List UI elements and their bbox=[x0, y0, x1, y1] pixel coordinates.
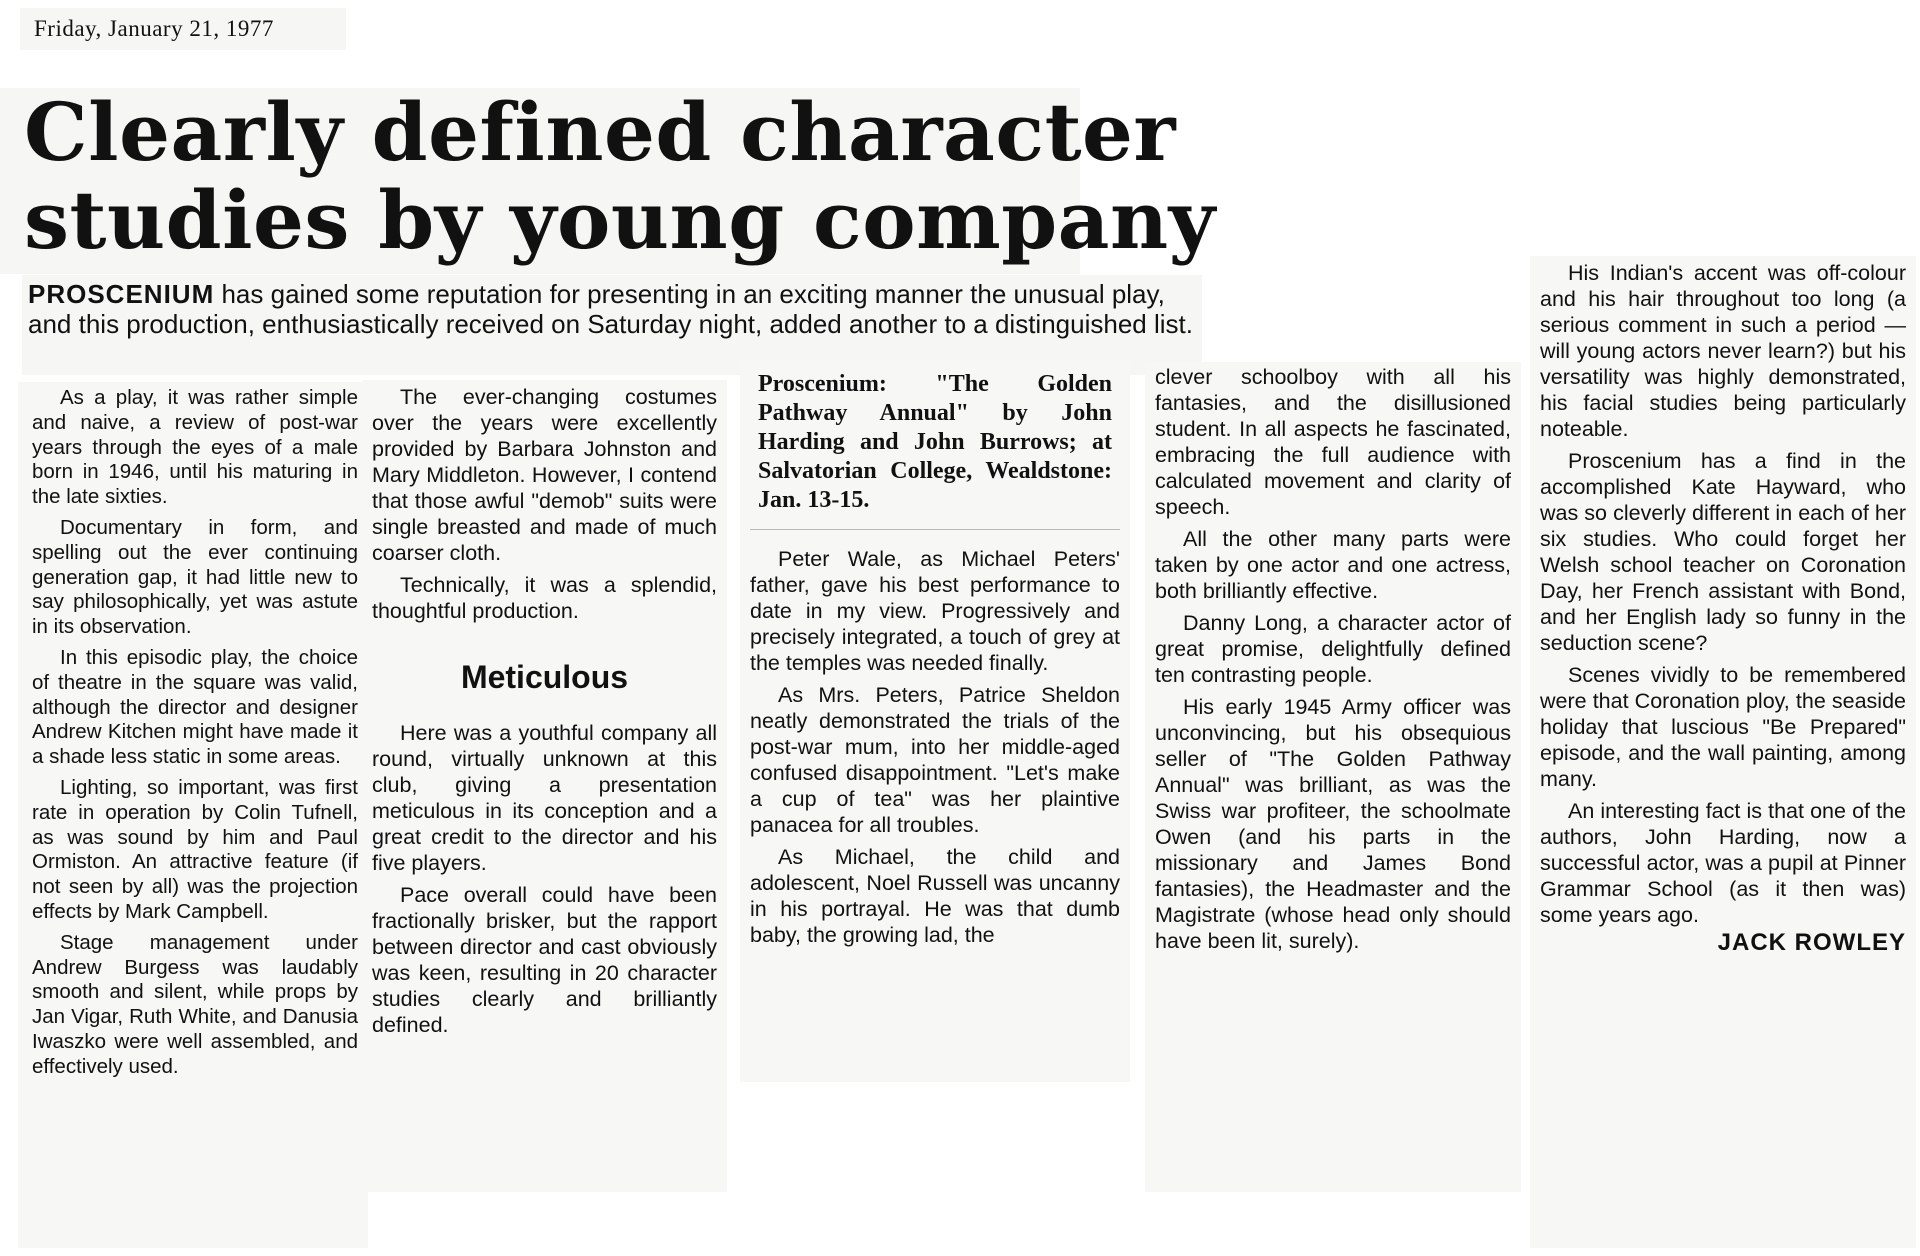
paragraph: Technically, it was a splendid, thoughtful production. bbox=[372, 573, 717, 623]
byline: JACK ROWLEY bbox=[1717, 929, 1906, 956]
intro-text: has gained some reputation for presenting in an exciting manner the unusual play, and this production, enthusiastically received on Saturday night, added another to a distinguished list. bbox=[28, 279, 1193, 339]
production-credit-box: Proscenium: "The Golden Pathway Annual" by John Harding and John Burrows; at Salvatorian College, Wealdstone: Jan. 13-15. bbox=[750, 360, 1120, 530]
column-4 bbox=[1145, 362, 1521, 1192]
column-3 bbox=[740, 360, 1130, 1082]
headline bbox=[0, 85, 1216, 274]
paragraph: Peter Wale, as Michael Peters' father, gave his best performance to date in my view. Progressively and precisely integrated, a touch of grey at the temples was needed finally. bbox=[750, 547, 1120, 675]
paragraph: In this episodic play, the choice of theatre in the square was valid, although the director and designer Andrew Kitchen might have made it a shade less static in some areas. bbox=[32, 645, 358, 769]
paragraph: Lighting, so important, was first rate in operation by Colin Tufnell, as was sound by him and Paul Ormiston. An attractive feature (if not seen by all) was the projection effects by Mark Campbell. bbox=[32, 775, 358, 923]
headline-line-2: studies by young company bbox=[24, 173, 1216, 267]
intro-lead-word: PROSCENIUM bbox=[28, 279, 215, 309]
column-5 bbox=[1530, 256, 1916, 1248]
paragraph: clever schoolboy with all his fantasies, and the disillusioned student. In all aspects he fascinated, embracing the full audience with calculated movement and clarity of speech. bbox=[1155, 365, 1511, 519]
paragraph: The ever-changing costumes over the years were excellently provided by Barbara Johnston and Mary Middleton. However, I contend that those awful "demob" suits were single breasted and made of much coarser cloth. bbox=[372, 385, 717, 565]
column-1 bbox=[18, 382, 368, 1248]
paragraph: Stage management under Andrew Burgess was laudably smooth and silent, while props by Jan Vigar, Ruth White, and Danusia Iwaszko were well assembled, and effectively used. bbox=[32, 930, 358, 1078]
paragraph: Danny Long, a character actor of great promise, delightfully defined ten contrasting people. bbox=[1155, 611, 1511, 687]
paragraph: His Indian's accent was off-colour and his hair throughout too long (a serious comment in such a period — will young actors never learn?) but his versatility was highly demonstrated, his facial studies being particularly noteable. bbox=[1540, 261, 1906, 441]
paragraph: As a play, it was rather simple and naive, a review of post-war years through the eyes of a male born in 1946, until his maturing in the late sixties. bbox=[32, 386, 358, 509]
paragraph: As Michael, the child and adolescent, Noel Russell was uncanny in his portrayal. He was that dumb baby, the growing lad, the bbox=[750, 845, 1120, 947]
paragraph: Here was a youthful company all round, virtually unknown at this club, giving a presentation meticulous in its conception and a great credit to the director and his five players. bbox=[372, 721, 717, 875]
paragraph: Proscenium has a find in the accomplished Kate Hayward, who was so cleverly different in each of her six studies. Who could forget her Welsh school teacher on Coronation Day, her French assistant with Bond, and her English lady so funny in the seduction scene? bbox=[1540, 449, 1906, 655]
paragraph: All the other many parts were taken by one actor and one actress, both brilliantly effective. bbox=[1155, 527, 1511, 603]
paragraph: As Mrs. Peters, Patrice Sheldon neatly demonstrated the trials of the post-war mum, into her middle-aged confused disappointment. "Let's make a cup of tea" was her plaintive panacea for all troubles. bbox=[750, 683, 1120, 837]
dateline: Friday, January 21, 1977 bbox=[20, 8, 346, 50]
paragraph: An interesting fact is that one of the authors, John Harding, now a successful actor, was a pupil at Pinner Grammar School (as it then was) some years ago. bbox=[1540, 799, 1906, 927]
paragraph: Documentary in form, and spelling out the ever continuing generation gap, it had little new to say philosophically, yet was astute in its observation. bbox=[32, 515, 358, 639]
paragraph: Scenes vividly to be remembered were that Coronation ploy, the seaside holiday that luscious "Be Prepared" episode, and the wall painting, among many. bbox=[1540, 663, 1906, 791]
headline-line-1: Clearly defined character bbox=[24, 85, 1177, 179]
subheading-meticulous: Meticulous bbox=[460, 659, 629, 695]
paragraph: His early 1945 Army officer was unconvincing, but his obsequious seller of "The Golden Pathway Annual" was brilliant, as was the Swiss war profiteer, the schoolmate Owen (and his parts in the missionary and James Bond fantasies), the Headmaster and the Magistrate (whose head only should have been lit, surely). bbox=[1155, 695, 1511, 953]
paragraph: Pace overall could have been fractionally brisker, but the rapport between director and cast obviously was keen, resulting in 20 character studies clearly and brilliantly defined. bbox=[372, 883, 717, 1037]
column-2 bbox=[362, 380, 727, 1192]
